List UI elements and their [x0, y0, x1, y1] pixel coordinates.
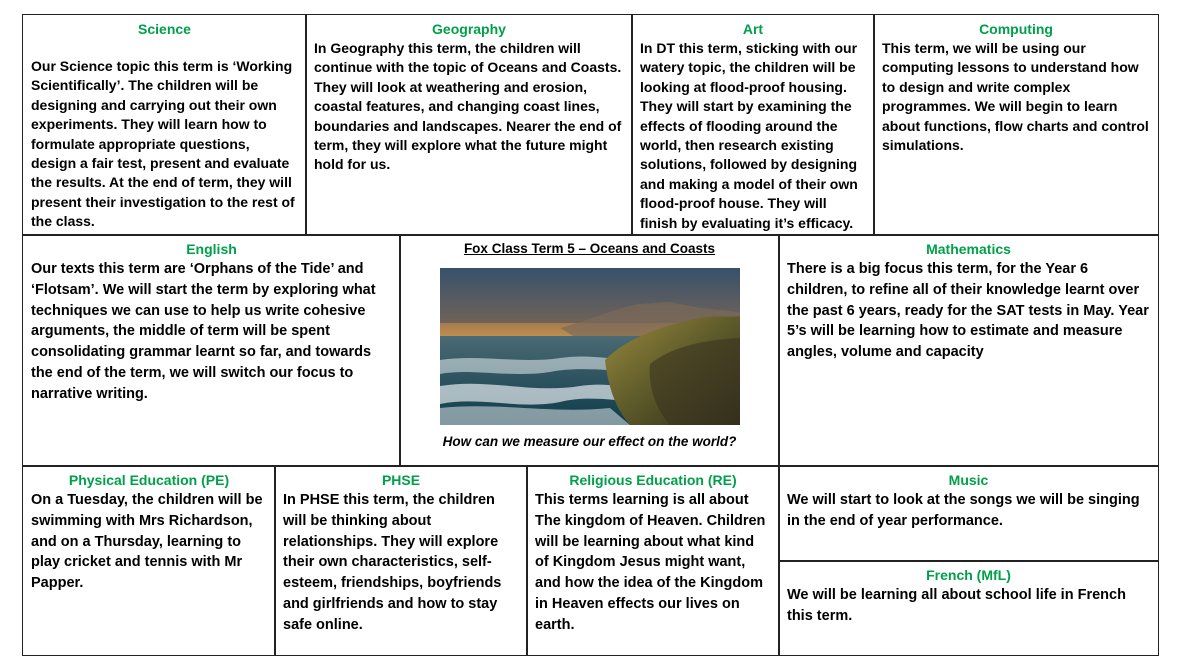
re-panel: [526, 465, 780, 656]
art-text: In DT this term, sticking with our watery topic, the children will be looking at flood-proof housing. They will start by examining the effects of flooding around the world, then research existing solutions, followed by designing and making a model of their own flood-proof house. They will finish by evaluating it’s efficacy.: [640, 40, 858, 231]
art-title: Art: [742, 21, 764, 37]
geography-panel: [305, 14, 633, 236]
center-panel: [399, 234, 780, 467]
geography-text: In Geography this term, the children will continue with the topic of Oceans and Coasts. They will look at weathering and erosion, coastal features, and changing coast lines, boundaries and landscapes. Nearer the end of term, they will explore what the future might hold for us.: [314, 40, 622, 173]
science-title: Science: [138, 21, 191, 37]
mathematics-panel: [778, 234, 1159, 467]
class-term-title: Fox Class Term 5 – Oceans and Coasts: [463, 241, 716, 256]
re-text: This terms learning is all about The kingdom of Heaven. Children will be learning about what kind of Kingdom Jesus might want, and how the idea of the Kingdom in Heaven effects our lives on earth.: [535, 492, 766, 633]
re-title: Religious Education (RE): [569, 472, 737, 488]
french-text: We will be learning all about school life in French this term.: [787, 587, 1126, 624]
mathematics-text: There is a big focus this term, for the Year 6 children, to refine all of their knowledge learnt over the past 6 years, ready for the SAT tests in May. Year 5’s will be learning how to estimate and measure angles, volume and capacity: [787, 261, 1149, 361]
phse-text: In PHSE this term, the children will be thinking about relationships. They will explore their own characteristics, self-esteem, friendships, boyfriends and girlfriends and how to stay safe online.: [283, 492, 502, 633]
science-panel: [22, 14, 307, 236]
geography-title: Geography: [432, 21, 506, 37]
coastline-photo: [440, 268, 740, 425]
computing-title: Computing: [979, 21, 1053, 37]
mathematics-title: Mathematics: [926, 241, 1011, 257]
art-panel: [631, 14, 875, 236]
pe-panel: [22, 465, 276, 656]
computing-text: This term, we will be using our computing lessons to understand how to design and write complex programmes. We will begin to learn about functions, flow charts and control simulations.: [882, 40, 1149, 154]
pe-text: On a Tuesday, the children will be swimming with Mrs Richardson, and on a Thursday, learning to play cricket and tennis with Mr Papper.: [31, 492, 263, 592]
music-title: Music: [948, 472, 989, 488]
english-panel: [22, 234, 401, 467]
english-text: Our texts this term are ‘Orphans of the Tide’ and ‘Flotsam’. We will start the term by exploring what techniques we can use to help us write cohesive arguments, the middle of term will be spent consolidating grammar learnt so far, and towards the end of the term, we will switch our focus to narrative writing.: [31, 261, 376, 402]
music-panel: [778, 465, 1159, 562]
phse-title: PHSE: [381, 472, 421, 488]
science-text: Our Science topic this term is ‘Working Scientifically’. The children will be designing and carrying out their own experiments. They will learn how to formulate appropriate questions, design a fair test, present and evaluate the results. At the end of term, they will present their investigation to the rest of the class.: [31, 58, 295, 230]
pe-title: Physical Education (PE): [68, 472, 230, 488]
photo-caption: How can we measure our effect on the world?: [442, 434, 737, 449]
computing-panel: [873, 14, 1159, 236]
phse-panel: [274, 465, 528, 656]
english-title: English: [186, 241, 237, 257]
french-panel: [778, 560, 1159, 656]
music-text: We will start to look at the songs we will be singing in the end of year performance.: [787, 492, 1140, 529]
french-title: French (MfL): [926, 567, 1011, 583]
